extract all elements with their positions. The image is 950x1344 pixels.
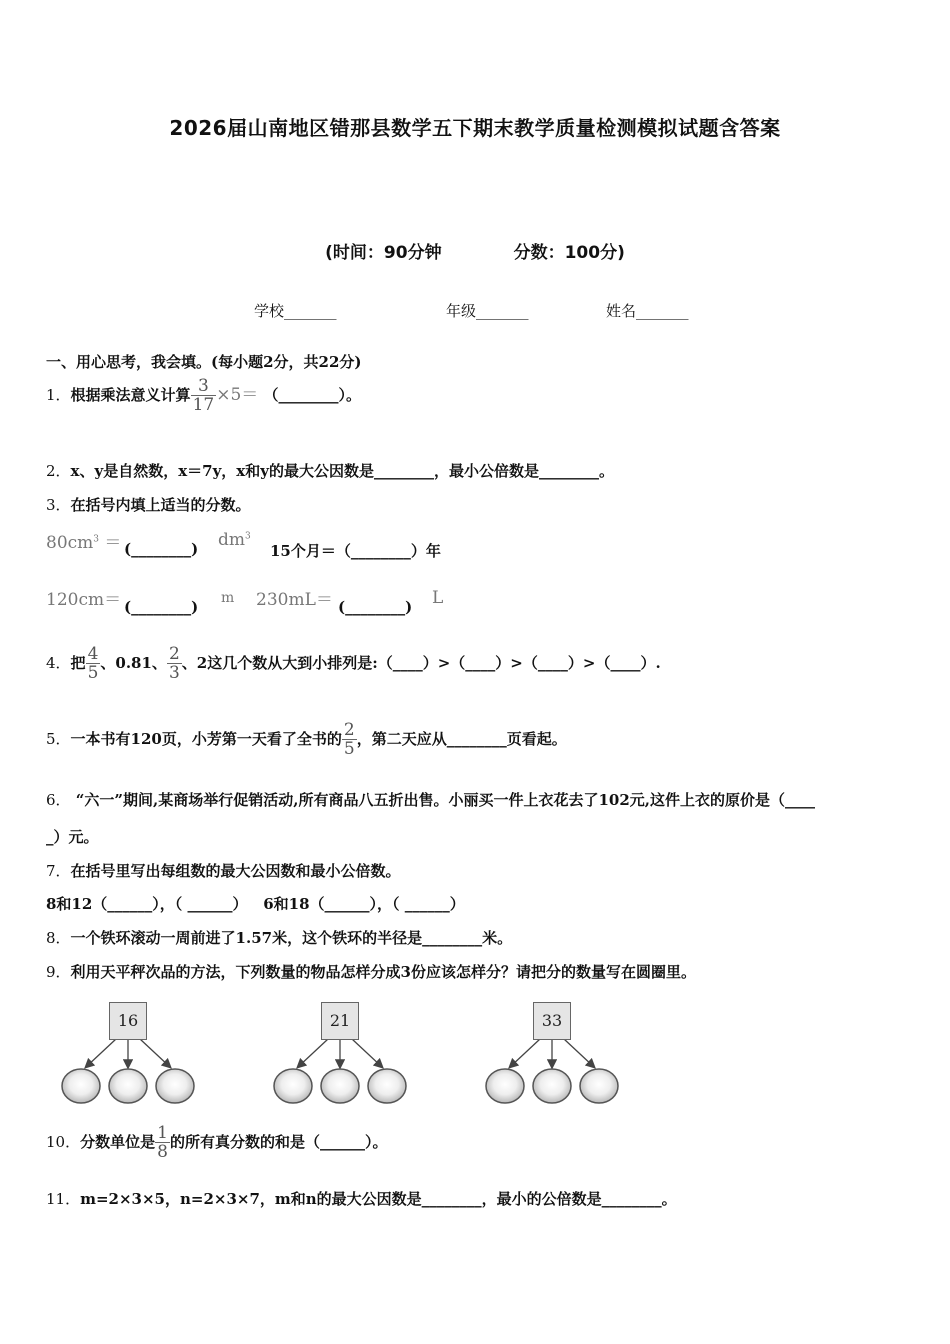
tree-3-total: 33 [533, 1002, 571, 1040]
tree-2-total: 21 [321, 1002, 359, 1040]
question-8 [46, 927, 512, 948]
question-number: 7． [46, 862, 71, 880]
tree-2-arrows [298, 1039, 382, 1067]
fraction: $\frac{3}{17}$ [192, 376, 215, 415]
exam-subtitle [0, 238, 950, 263]
q3-item-a2: 120cm＝ [46, 590, 122, 610]
expression: ×5＝ [216, 385, 259, 405]
question-text: 一个铁环滚动一周前进了1.57米，这个铁环的半径是________米。 [70, 929, 513, 947]
q3-item-b1: 15个月＝（________）年 [270, 542, 441, 560]
question-text: 在括号内填上适当的分数。 [70, 496, 251, 514]
fraction: $\frac{4}{5}$ [87, 644, 99, 683]
answer-circles [62, 1069, 618, 1103]
section-heading: 一、用心思考，我会填。(每小题2分，共22分) [46, 353, 362, 371]
question-text: 根据乘法意义计算 [70, 386, 191, 404]
exam-time: (时间：90分钟 [325, 243, 442, 263]
grade-field: 年级_______ [446, 302, 529, 320]
question-7 [46, 860, 401, 881]
question-6-cont: _）元。 [46, 828, 99, 846]
tree-3-arrows [510, 1039, 594, 1067]
q3-blank-a2: (________) [124, 598, 199, 616]
question-number: 2． [46, 462, 71, 480]
page-title: 2026届山南地区错那县数学五下期末教学质量检测模拟试题含答案 [169, 116, 781, 140]
question-text: 利用天平秤次品的方法，下列数量的物品怎样分成3份应该怎样分？请把分的数量写在圆圈里。 [70, 963, 696, 981]
question-5: 5．一本书有120页，小芳第一天看了全书的 $\frac{2}{5}$ ，第二天应从________页看起。 [46, 720, 567, 759]
question-text: 在括号里写出每组数的最大公因数和最小公倍数。 [70, 862, 401, 880]
question-2 [46, 460, 614, 481]
question-3 [46, 494, 251, 515]
question-number: 11． [46, 1190, 81, 1208]
q3-blank-a1: (________) [124, 540, 199, 558]
q3-unit-b2: L [432, 588, 444, 608]
question-text: “六一”期间,某商场举行促销活动,所有商品八五折出售。小丽买一件上衣花去了102元,这件上衣的原价是（____ [70, 791, 816, 809]
name-field: 姓名_______ [606, 302, 689, 320]
question-number: 8． [46, 929, 71, 947]
q3-item-b2: 230mL＝ [256, 590, 333, 610]
answer-blank: （________）。 [263, 386, 362, 404]
question-number: 3． [46, 496, 71, 514]
question-10: 10．分数单位是 $\frac{1}{8}$ 的所有真分数的和是（______）。 [46, 1123, 388, 1162]
question-11 [46, 1188, 677, 1209]
fraction: $\frac{2}{5}$ [343, 720, 355, 759]
tree-1-total: 16 [109, 1002, 147, 1040]
question-number: 10． [46, 1133, 81, 1151]
q3-unit-a1: $dm^3$ [218, 530, 251, 550]
question-number: 5． [46, 730, 71, 748]
tree-1-arrows [86, 1039, 170, 1067]
question-9 [46, 961, 696, 982]
question-number: 6． [46, 791, 71, 809]
question-6 [46, 789, 815, 810]
question-number: 1． [46, 386, 71, 404]
question-4: 4．把 $\frac{4}{5}$ 、0.81、 $\frac{2}{3}$ 、2这几个数从大到小排列是:（____）>（____）>（____）>（____）. [46, 644, 661, 683]
school-field: 学校_______ [254, 302, 337, 320]
fraction: $\frac{2}{3}$ [168, 644, 180, 683]
question-1 [46, 378, 361, 414]
question-text: m=2×3×5，n=2×3×7，m和n的最大公因数是________，最小的公倍数是________。 [80, 1190, 677, 1208]
split-diagrams [0, 995, 950, 1115]
question-7-blanks: 8和12（______），（ ______） 6和18（______），（ ______） [46, 895, 465, 913]
q3-item-a1: $80cm^3$ ＝ [46, 533, 122, 553]
q3-unit-a2: m [221, 590, 235, 606]
question-number: 4． [46, 654, 71, 672]
question-text: x、y是自然数，x＝7y，x和y的最大公因数是________，最小公倍数是________。 [70, 462, 614, 480]
fraction: $\frac{1}{8}$ [157, 1123, 168, 1162]
q3-blank-b2: (________) [338, 598, 413, 616]
question-number: 9． [46, 963, 71, 981]
exam-score: 分数：100分) [513, 243, 625, 263]
